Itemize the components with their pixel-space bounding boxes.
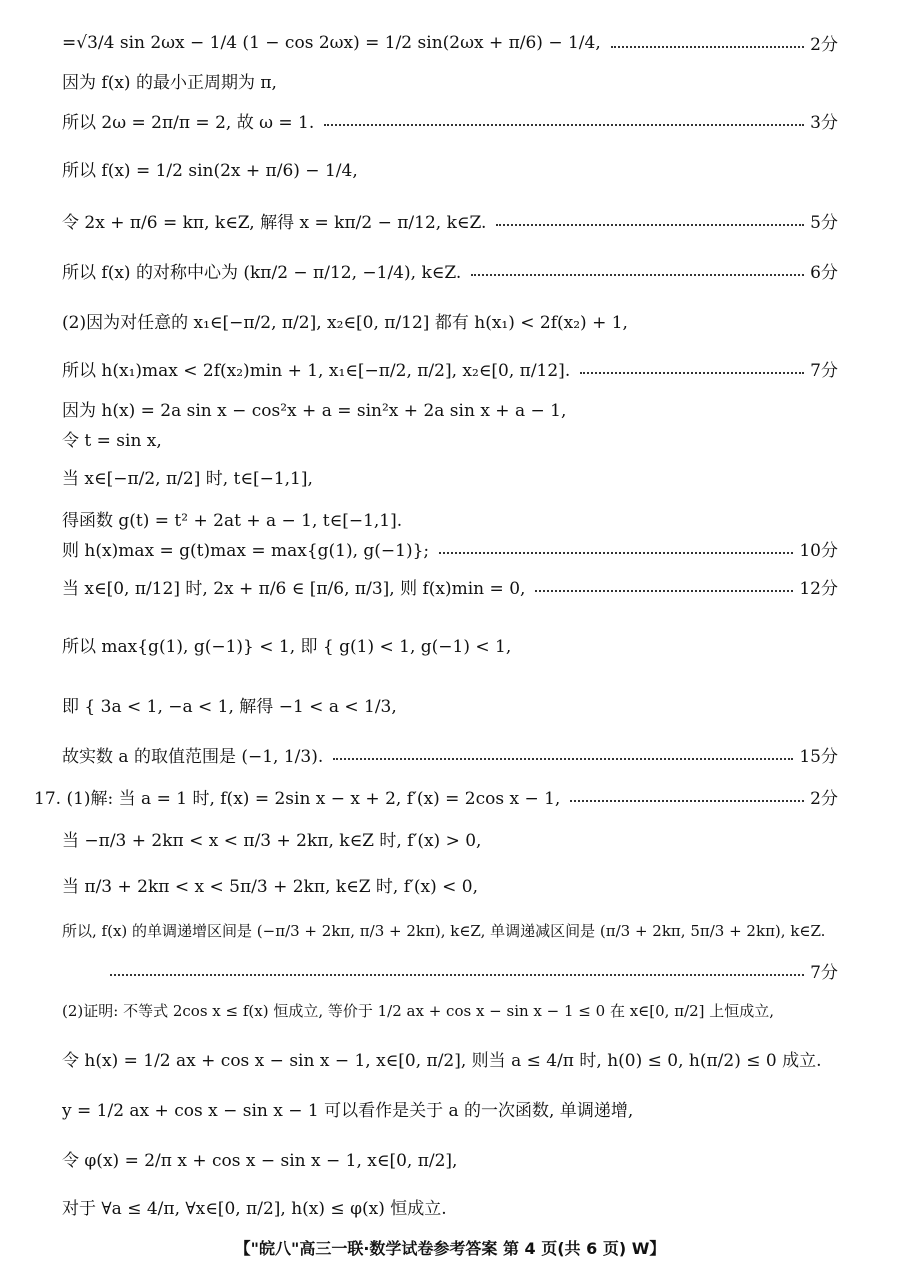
line-text: 当 x∈[−π/2, π/2] 时, t∈[−1,1], [62, 469, 313, 489]
leader-dots [611, 46, 804, 48]
line-text: 17. (1)解: 当 a = 1 时, f(x) = 2sin x − x + 2, f′(x) = 2cos x − 1, [34, 789, 561, 809]
line-text: 令 φ(x) = 2/π x + cos x − sin x − 1, x∈[0, π/2], [62, 1151, 458, 1171]
answer-line [0, 1146, 900, 1171]
line-text: 故实数 a 的取值范围是 (−1, 1/3). [62, 747, 324, 767]
score-mark: 2分 [810, 789, 838, 809]
answer-line [0, 692, 900, 717]
line-text: 因为 h(x) = 2a sin x − cos²x + a = sin²x + 2a sin x + a − 1, [62, 401, 567, 421]
answer-line [0, 1046, 900, 1071]
answer-line [0, 68, 900, 93]
line-text: 令 2x + π/6 = kπ, k∈Z, 解得 x = kπ/2 − π/12, k∈Z. [62, 213, 487, 233]
score-mark: 5分 [810, 213, 838, 233]
score-mark: 3分 [810, 113, 838, 133]
answer-line [0, 632, 900, 657]
line-text: 令 t = sin x, [62, 431, 162, 451]
answer-line [0, 156, 900, 181]
line-text: 即 { 3a < 1, −a < 1, 解得 −1 < a < 1/3, [62, 697, 397, 717]
line-text: 对于 ∀a ≤ 4/π, ∀x∈[0, π/2], h(x) ≤ φ(x) 恒成立. [62, 1199, 447, 1219]
score-mark: 10分 [799, 541, 838, 561]
score-mark: 2分 [810, 35, 838, 55]
answer-line [0, 258, 900, 283]
score-mark: 7分 [810, 963, 838, 983]
answer-line [0, 784, 900, 809]
leader-dots [570, 800, 804, 802]
answer-line [0, 426, 900, 451]
answer-line [0, 742, 900, 767]
leader-dots [535, 590, 793, 592]
leader-dots [333, 758, 793, 760]
line-text: 令 h(x) = 1/2 ax + cos x − sin x − 1, x∈[0, π/2], 则当 a ≤ 4/π 时, h(0) ≤ 0, h(π/2) ≤ 0 成立. [62, 1051, 822, 1071]
answer-line [0, 536, 900, 561]
line-text: 所以 f(x) = 1/2 sin(2x + π/6) − 1/4, [62, 161, 358, 181]
line-text: 所以, f(x) 的单调递增区间是 (−π/3 + 2kπ, π/3 + 2kπ), k∈Z, 单调递减区间是 (π/3 + 2kπ, 5π/3 + 2kπ), k∈Z. [62, 922, 826, 940]
answer-line [0, 396, 900, 421]
line-text: 所以 f(x) 的对称中心为 (kπ/2 − π/12, −1/4), k∈Z. [62, 263, 462, 283]
line-text: (2)因为对任意的 x₁∈[−π/2, π/2], x₂∈[0, π/12] 都有 h(x₁) < 2f(x₂) + 1, [62, 313, 628, 333]
score-mark: 12分 [799, 579, 838, 599]
leader-dots [110, 974, 804, 976]
answer-line [0, 308, 900, 333]
score-mark: 6分 [810, 263, 838, 283]
answer-line [0, 506, 900, 531]
leader-dots [439, 552, 793, 554]
answer-line [0, 30, 900, 55]
answer-line [0, 574, 900, 599]
line-text: 当 x∈[0, π/12] 时, 2x + π/6 ∈ [π/6, π/3], 则 f(x)min = 0, [62, 579, 526, 599]
leader-dots [580, 372, 804, 374]
answer-line [0, 958, 900, 983]
line-text: 得函数 g(t) = t² + 2at + a − 1, t∈[−1,1]. [62, 511, 403, 531]
answer-line [0, 1096, 900, 1121]
line-text: (2)证明: 不等式 2cos x ≤ f(x) 恒成立, 等价于 1/2 ax + cos x − sin x − 1 ≤ 0 在 x∈[0, π/2] 上恒成立, [62, 1002, 775, 1020]
answer-line [0, 1194, 900, 1219]
line-text: 所以 2ω = 2π/π = 2, 故 ω = 1. [62, 113, 315, 133]
answer-line [0, 108, 900, 133]
answer-line [0, 356, 900, 381]
leader-dots [496, 224, 804, 226]
line-text: =√3/4 sin 2ωx − 1/4 (1 − cos 2ωx) = 1/2 sin(2ωx + π/6) − 1/4, [62, 32, 601, 53]
answer-line [0, 872, 900, 897]
leader-dots [324, 124, 804, 126]
answer-line [0, 208, 900, 233]
score-mark: 15分 [799, 747, 838, 767]
line-text: 所以 h(x₁)max < 2f(x₂)min + 1, x₁∈[−π/2, π/2], x₂∈[0, π/12]. [62, 361, 571, 381]
answer-line [0, 1000, 900, 1021]
leader-dots [471, 274, 804, 276]
line-text: y = 1/2 ax + cos x − sin x − 1 可以看作是关于 a 的一次函数, 单调递增, [62, 1101, 634, 1121]
page-footer: 【"皖八"高三一联·数学试卷参考答案 第 4 页(共 6 页) W】 [234, 1239, 666, 1258]
score-mark: 7分 [810, 361, 838, 381]
answer-line [0, 464, 900, 489]
line-text: 当 −π/3 + 2kπ < x < π/3 + 2kπ, k∈Z 时, f′(x) > 0, [62, 831, 482, 851]
answer-line [0, 826, 900, 851]
line-text: 所以 max{g(1), g(−1)} < 1, 即 { g(1) < 1, g(−1) < 1, [62, 637, 512, 657]
line-text: 因为 f(x) 的最小正周期为 π, [62, 73, 277, 93]
line-text: 当 π/3 + 2kπ < x < 5π/3 + 2kπ, k∈Z 时, f′(x) < 0, [62, 877, 479, 897]
line-text: 则 h(x)max = g(t)max = max{g(1), g(−1)}; [62, 541, 430, 561]
answer-line [0, 920, 900, 941]
